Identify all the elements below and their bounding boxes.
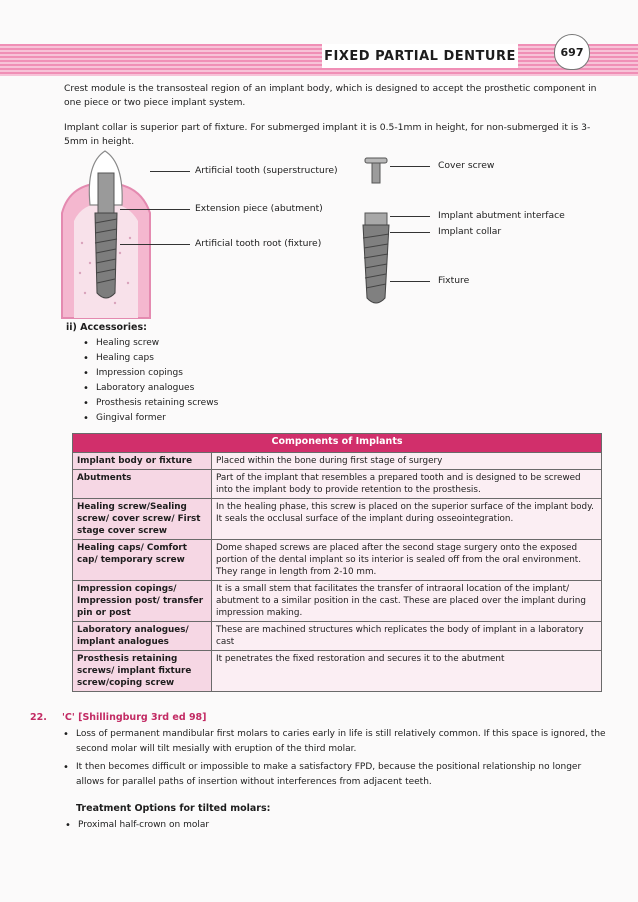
- list-item: • Prosthesis retaining screws: [78, 396, 218, 411]
- page-number-badge: 697: [554, 34, 590, 70]
- list-item: • Healing screw: [78, 336, 218, 351]
- table-desc: It penetrates the fixed restoration and secures it to the abutment: [212, 651, 602, 692]
- table-term: Abutments: [73, 470, 212, 499]
- table-desc: In the healing phase, this screw is placed on the superior surface of the implant body. It seals the occlusal surface of the implant during osseointegration.: [212, 499, 602, 540]
- answer-reference: 'C' [Shillingburg 3rd ed 98]: [62, 712, 207, 723]
- list-item: • It then becomes difficult or impossible to make a satisfactory FPD, because the positional relationship no longer allows for parallel paths of insertion without interferences from adjacent teeth.: [58, 760, 608, 790]
- chapter-title: FIXED PARTIAL DENTURE: [322, 44, 518, 68]
- table-term: Laboratory analogues/ implant analogues: [73, 622, 212, 651]
- question-number: 22.: [30, 712, 47, 723]
- header-band: [0, 44, 638, 76]
- table-desc: Dome shaped screws are placed after the second stage surgery onto the exposed portion of the dental implant so its interior is sealed off from the oral environment. They range in length from 2-10 mm.: [212, 540, 602, 581]
- table-term: Prosthesis retaining screws/ implant fixture screw/coping screw: [73, 651, 212, 692]
- table-row: [73, 499, 602, 540]
- table-term: Healing screw/Sealing screw/ cover screw/ First stage cover screw: [73, 499, 212, 540]
- label-fixture: Fixture: [438, 275, 470, 286]
- table-desc: Placed within the bone during first stage of surgery: [212, 453, 602, 470]
- list-item: • Healing caps: [78, 351, 218, 366]
- table-row: [73, 651, 602, 692]
- table-title: Components of Implants: [73, 434, 602, 453]
- paragraph-crest-module: Crest module is the transosteal region of an implant body, which is designed to accept the prosthetic component in one piece or two piece implant system.: [64, 83, 597, 108]
- label-abutment-interface: Implant abutment interface: [438, 210, 565, 221]
- table-row: [73, 540, 602, 581]
- table-desc: These are machined structures which replicates the body of implant in a laboratory cast: [212, 622, 602, 651]
- components-table: [72, 433, 602, 692]
- table-desc: It is a small stem that facilitates the transfer of intraoral location of the implant/ abutment to a similar position in the cast. These are placed over the implant during impression making.: [212, 581, 602, 622]
- accessories-heading: ii) Accessories:: [66, 322, 147, 333]
- q22-bullets: [58, 727, 608, 790]
- implant-figure: [60, 143, 580, 323]
- accessories-list: [78, 336, 218, 426]
- label-fixture-root: Artificial tooth root (fixture): [195, 238, 322, 249]
- list-item: • Gingival former: [78, 411, 218, 426]
- label-implant-collar: Implant collar: [438, 226, 502, 237]
- paragraph-implant-collar: Implant collar is superior part of fixture. For submerged implant it is 0.5-1mm in height, for non-submerged it is 3-5mm in height.: [64, 122, 591, 147]
- treatment-list: [60, 818, 209, 833]
- list-item: • Laboratory analogues: [78, 381, 218, 396]
- table-row: [73, 470, 602, 499]
- label-abutment: Extension piece (abutment): [195, 203, 323, 214]
- table-term: Impression copings/ Impression post/ transfer pin or post: [73, 581, 212, 622]
- list-item: • Proximal half-crown on molar: [60, 818, 209, 833]
- table-term: Implant body or fixture: [73, 453, 212, 470]
- list-item: • Loss of permanent mandibular first molars to caries early in life is still relatively common. If this space is ignored, the second molar will tilt mesially with eruption of the third molar.: [58, 727, 608, 757]
- treatment-heading: Treatment Options for tilted molars:: [76, 803, 271, 814]
- table-term: Healing caps/ Comfort cap/ temporary screw: [73, 540, 212, 581]
- table-row: [73, 622, 602, 651]
- label-cover-screw: Cover screw: [438, 160, 495, 171]
- table-row: [73, 581, 602, 622]
- label-superstructure: Artificial tooth (superstructure): [195, 165, 338, 176]
- table-row: [73, 453, 602, 470]
- list-item: • Impression copings: [78, 366, 218, 381]
- table-desc: Part of the implant that resembles a prepared tooth and is designed to be screwed into the implant body to provide retention to the prosthesis.: [212, 470, 602, 499]
